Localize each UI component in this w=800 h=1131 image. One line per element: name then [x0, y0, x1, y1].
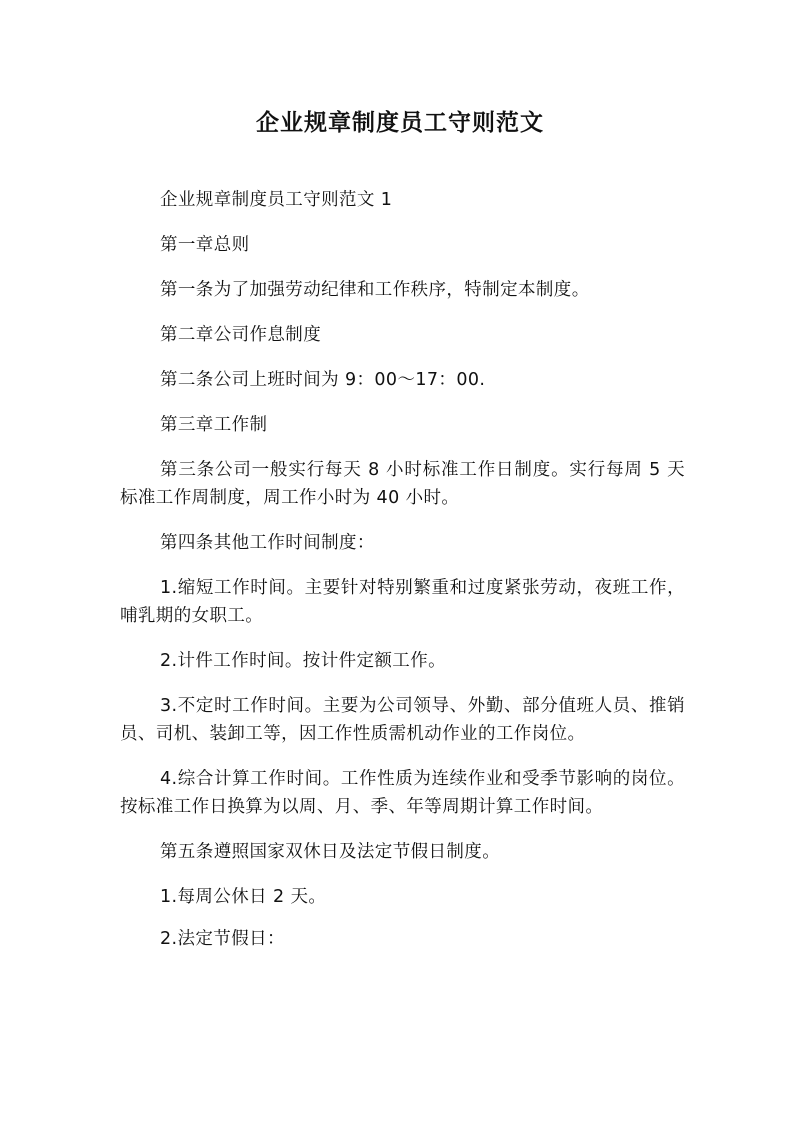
paragraph-chapter-3: 第三章工作制 [160, 415, 268, 435]
paragraph-item-3: 3.不定时工作时间。主要为公司领导、外勤、部分值班人员、推销员、司机、装卸工等，因工作性质需机动作业的工作岗位。 [120, 696, 685, 744]
paragraph-item-4: 4.综合计算工作时间。工作性质为连续作业和受季节影响的岗位。按标准工作日换算为以周、月、季、年等周期计算工作时间。 [120, 769, 685, 817]
document-body [120, 186, 685, 967]
paragraph-chapter-2: 第二章公司作息制度 [160, 325, 322, 345]
paragraph-subitem-1: 1.每周公休日 2 天。 [160, 887, 327, 907]
paragraph-article-4: 第四条其他工作时间制度： [160, 533, 375, 553]
paragraph-item-2: 2.计件工作时间。按计件定额工作。 [160, 651, 446, 671]
paragraph-article-3: 第三条公司一般实行每天 8 小时标准工作日制度。实行每周 5 天标准工作周制度，周工作小时为 40 小时。 [120, 460, 685, 508]
paragraph-heading-1: 企业规章制度员工守则范文 1 [160, 190, 393, 210]
document-title: 企业规章制度员工守则范文 [256, 110, 544, 136]
paragraph-article-5: 第五条遵照国家双休日及法定节假日制度。 [160, 842, 501, 862]
paragraph-item-1: 1.缩短工作时间。主要针对特别繁重和过度紧张劳动，夜班工作，哺乳期的女职工。 [120, 578, 685, 626]
paragraph-article-2: 第二条公司上班时间为 9：00～17：00. [160, 370, 486, 390]
paragraph-subitem-2: 2.法定节假日： [160, 929, 285, 949]
paragraph-chapter-1: 第一章总则 [160, 235, 250, 255]
paragraph-article-1: 第一条为了加强劳动纪律和工作秩序，特制定本制度。 [160, 280, 590, 300]
